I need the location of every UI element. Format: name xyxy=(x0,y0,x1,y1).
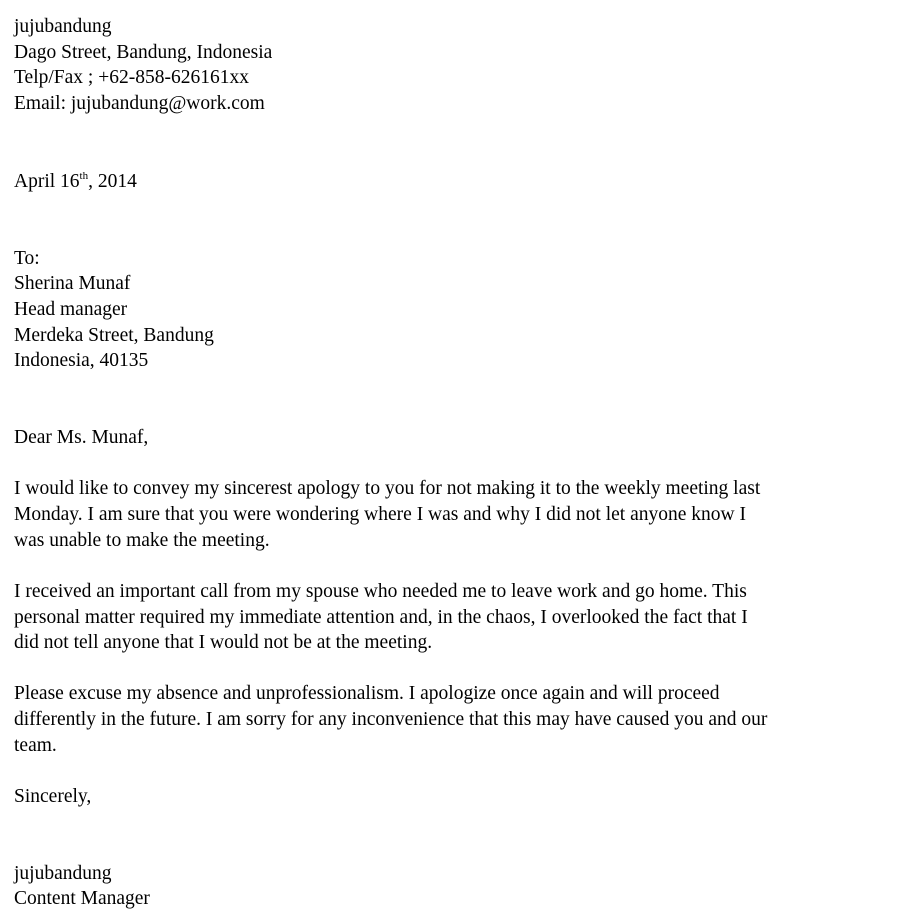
spacer xyxy=(14,759,884,785)
body-paragraph-2 xyxy=(14,579,884,656)
body-line: Monday. I am sure that you were wondering where I was and why I did not let anyone know I xyxy=(14,503,746,525)
body-line: was unable to make the meeting. xyxy=(14,529,270,551)
recipient-city: Indonesia, 40135 xyxy=(14,350,149,372)
recipient-title: Head manager xyxy=(14,298,128,320)
recipient-name: Sherina Munaf xyxy=(14,273,131,295)
letter-page xyxy=(14,14,884,912)
sender-address: Dago Street, Bandung, Indonesia xyxy=(14,41,273,63)
body-line: I would like to convey my sincerest apology to you for not making it to the weekly meeting last xyxy=(14,478,761,500)
body-paragraph-3 xyxy=(14,681,884,758)
recipient-label: To: xyxy=(14,247,40,269)
letter-date xyxy=(14,169,884,195)
spacer xyxy=(14,374,884,425)
signature-block xyxy=(14,861,884,912)
recipient-block xyxy=(14,246,884,375)
spacer xyxy=(14,656,884,682)
sender-name: jujubandung xyxy=(14,16,112,37)
recipient-street: Merdeka Street, Bandung xyxy=(14,324,214,346)
body-line: did not tell anyone that I would not be at the meeting. xyxy=(14,632,433,654)
body-line: team. xyxy=(14,734,57,756)
date-prefix: April 16 xyxy=(14,170,80,192)
spacer xyxy=(14,553,884,579)
spacer xyxy=(14,810,884,861)
date-suffix: , 2014 xyxy=(88,170,137,192)
signature-title: Content Manager xyxy=(14,888,150,910)
salutation: Dear Ms. Munaf, xyxy=(14,427,149,449)
body-paragraph-1 xyxy=(14,476,884,553)
signature-name: jujubandung xyxy=(14,862,112,884)
date-ordinal: th xyxy=(79,169,89,182)
body-line: Please excuse my absence and unprofessionalism. I apologize once again and will proceed xyxy=(14,683,720,705)
body-line: I received an important call from my spouse who needed me to leave work and go home. This xyxy=(14,580,747,602)
spacer xyxy=(14,195,884,246)
body-line: personal matter required my immediate attention and, in the chaos, I overlooked the fact that I xyxy=(14,606,748,628)
sender-email: Email: jujubandung@work.com xyxy=(14,93,265,115)
spacer xyxy=(14,117,884,169)
closing: Sincerely, xyxy=(14,786,92,808)
body-line: differently in the future. I am sorry for any inconvenience that this may have caused you and our xyxy=(14,709,768,731)
sender-phone: Telp/Fax ; +62-858-626161xx xyxy=(14,67,249,89)
sender-block xyxy=(14,14,884,117)
spacer xyxy=(14,451,884,477)
